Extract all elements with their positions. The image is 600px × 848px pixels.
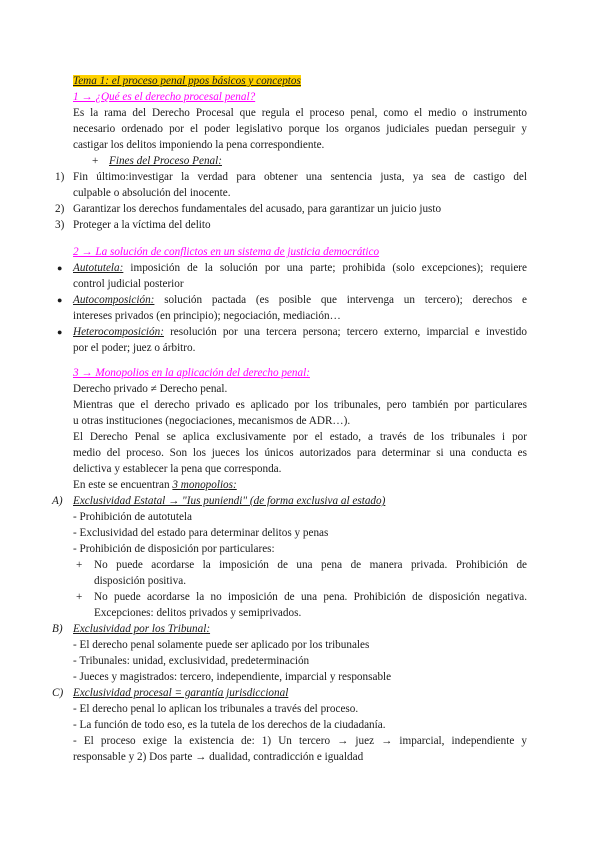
term-autotutela: Autotutela: (73, 262, 124, 274)
bullet-icon: ● (57, 263, 63, 273)
plus-bullet-icon: + (92, 155, 99, 167)
list-item: - El derecho penal solamente puede ser aplicado por los tribunales (73, 639, 370, 651)
term-autocomposicion: Autocomposición: (73, 294, 155, 306)
section-marker-b: B) (52, 623, 63, 635)
bullet-icon: ● (57, 295, 63, 305)
subsection-a-heading: Exclusividad Estatal → "Ius puniendi" (de forma exclusiva al estado) (73, 495, 386, 507)
section-1-heading: 1 → ¿Qué es el derecho procesal penal? (73, 91, 256, 103)
term-heterocomposicion: Heterocomposición: (73, 326, 164, 338)
list-item: - Prohibición de autotutela (73, 511, 192, 523)
s3-paragraph-line: Derecho privado ≠ Derecho penal. (73, 383, 228, 395)
s2-item-line: intereses privados (en principio); negociación, mediación… (73, 310, 341, 322)
section-2-heading: 2 → La solución de conflictos en un sistema de justicia democrático (73, 246, 380, 258)
bullet-icon: ● (57, 327, 63, 337)
s3-paragraph-line: El Derecho Penal se aplica exclusivamente por el estado, a través de los tribunales i por (73, 431, 527, 443)
section-3-heading: 3 → Monopolios en la aplicación del derecho penal: (73, 367, 310, 379)
list-item: - Tribunales: unidad, exclusividad, predeterminación (73, 655, 310, 667)
subsection-b-heading: Exclusividad por los Tribunal: (73, 623, 211, 635)
page-title: Tema 1: el proceso penal ppos básicos y conceptos (73, 75, 301, 87)
list-item: - Jueces y magistrados: tercero, independiente, imparcial y responsable (73, 671, 392, 683)
section-marker-a: A) (52, 495, 63, 507)
monopolios-ref: 3 monopolios: (172, 479, 237, 491)
list-number: 3) (55, 219, 65, 231)
sub-item-line: disposición positiva. (94, 575, 186, 587)
s3-paragraph-line: delictiva y establecer la pena que corresponda. (73, 463, 282, 475)
s3-paragraph-line: En este se encuentran 3 monopolios: (73, 479, 237, 491)
list-item: - Prohibición de disposición por particulares: (73, 543, 275, 555)
s1-paragraph-line: Es la rama del Derecho Procesal que regula el proceso penal, como el medio o instrumento (73, 107, 527, 119)
sub-item-line: No puede acordarse la no imposición de una pena. Prohibición de disposición negativa. (94, 591, 527, 603)
list-item: - La función de todo eso, es la tutela de los derechos de la ciudadanía. (73, 719, 386, 731)
s2-item-line: Autocomposición: solución pactada (es posible que intervenga un tercero); derechos e (73, 294, 527, 306)
s1-paragraph-line: necesario ordenado por el poder legislativo porque los organos judiciales puedan perseguir y (73, 123, 527, 135)
list-number: 1) (55, 171, 65, 183)
s2-item-line: control judicial posterior (73, 278, 184, 290)
list-item: - Exclusividad del estado para determinar delitos y penas (73, 527, 329, 539)
list-item: - El proceso exige la existencia de: 1) Un tercero → juez → imparcial, independiente y (73, 735, 527, 747)
list-number: 2) (55, 203, 65, 215)
s2-item-line: Heterocomposición: resolución por una tercera persona; tercero externo, imparcial e investido (73, 326, 527, 338)
list-item: responsable y 2) Dos parte → dualidad, contradicción e igualdad (73, 751, 364, 763)
s1-paragraph-line: castigar los delitos imponiendo la pena correspondiente. (73, 139, 325, 151)
sub-item-line: No puede acordarse la imposición de una pena de manera privada. Prohibición de (94, 559, 527, 571)
s2-item-line: por el poder; juez o árbitro. (73, 342, 196, 354)
plus-bullet-icon: + (76, 559, 83, 571)
s3-paragraph-line: medio del proceso. Son los jueces los únicos autorizados para determinar si una conducta es (73, 447, 527, 459)
list-item-line: culpable o absolución del inocente. (73, 187, 231, 199)
list-item-line: Fin último:investigar la verdad para obtener una sentencia justa, ya sea de castigo del (73, 171, 527, 183)
section-marker-c: C) (52, 687, 64, 699)
list-item-line: Garantizar los derechos fundamentales del acusado, para garantizar un juicio justo (73, 203, 442, 215)
s2-item-line: Autotutela: imposición de la solución por una parte; prohibida (solo excepciones); requiere (73, 262, 527, 274)
s3-paragraph-line: Mientras que el derecho privado es aplicado por los tribunales, pero también por particulares (73, 399, 527, 411)
s3-paragraph-line: u otras instituciones (negociaciones, mecanismos de ADR…). (73, 415, 351, 427)
fines-heading: Fines del Proceso Penal: (109, 155, 222, 167)
subsection-c-heading: Exclusividad procesal = garantía jurisdiccional (73, 687, 289, 699)
list-item-line: Proteger a la víctima del delito (73, 219, 211, 231)
sub-item-line: Excepciones: delitos privados y semiprivados. (94, 607, 302, 619)
list-item: - El derecho penal lo aplican los tribunales a través del proceso. (73, 703, 359, 715)
plus-bullet-icon: + (76, 591, 83, 603)
